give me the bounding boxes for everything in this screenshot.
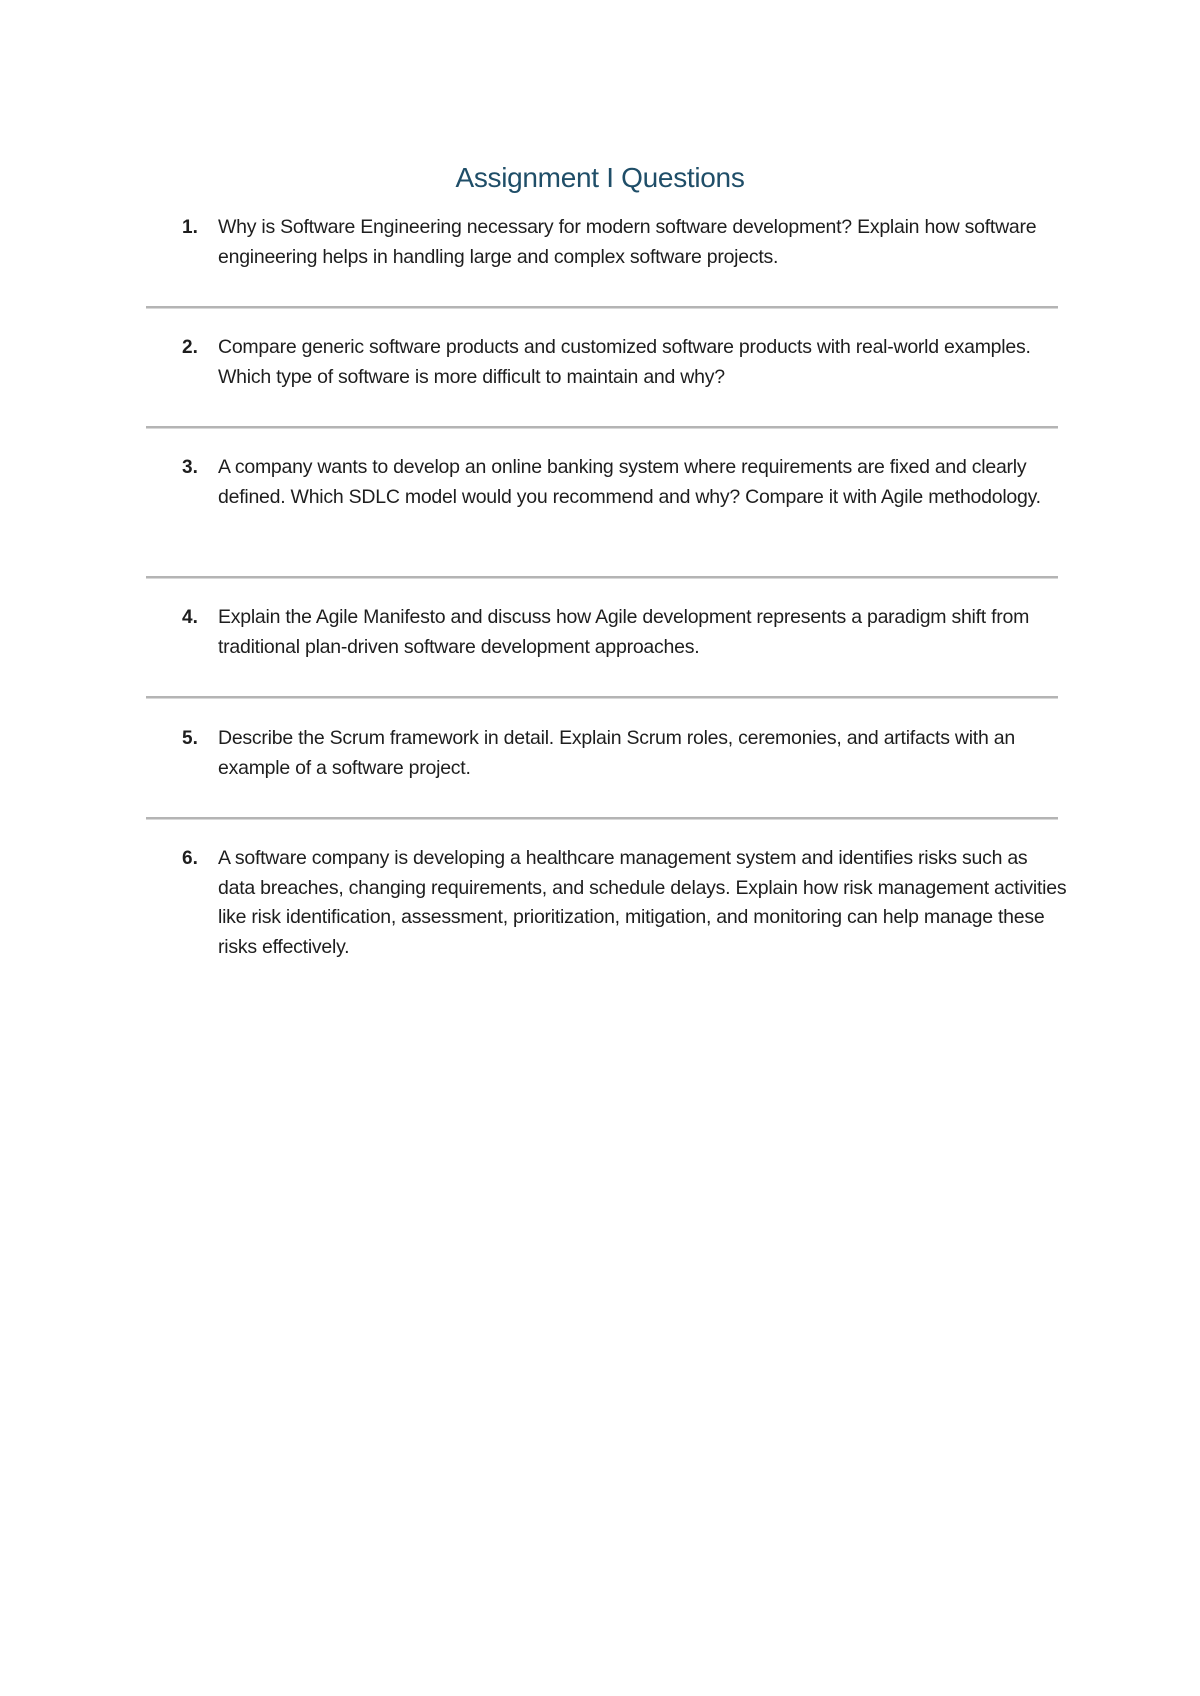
question-number: 3. — [182, 457, 198, 478]
divider-line — [146, 426, 1058, 429]
question-number: 2. — [182, 337, 198, 358]
question-text: A software company is developing a healthcare management system and identifies risks such as data breaches, changing requirements, and schedule delays. Explain how risk management activities like risk identification, assessment, prioritization, mitigation, and monitoring can help manage these risks effectively. — [218, 847, 1067, 958]
question-text: Explain the Agile Manifesto and discuss how Agile development represents a paradigm shift from traditional plan-driven software development approaches. — [218, 606, 1030, 658]
divider-line — [146, 817, 1058, 820]
divider-line — [146, 696, 1058, 699]
question-text: Compare generic software products and customized software products with real-world examples. Which type of software is more difficult to maintain and why? — [218, 336, 1031, 388]
divider-line — [146, 306, 1058, 309]
question-number: 6. — [182, 848, 198, 869]
divider-line — [146, 576, 1058, 579]
question-text: Describe the Scrum framework in detail. Explain Scrum roles, ceremonies, and artifacts with an example of a software project. — [218, 727, 1015, 779]
question-text: Why is Software Engineering necessary for modern software development? Explain how software engineering helps in handling large and complex software projects. — [218, 216, 1037, 268]
question-number: 4. — [182, 607, 198, 628]
question-number: 1. — [182, 217, 198, 238]
document-title: Assignment I Questions — [455, 162, 745, 193]
question-text: A company wants to develop an online banking system where requirements are fixed and clearly defined. Which SDLC model would you recommend and why? Compare it with Agile methodology. — [218, 456, 1041, 508]
question-number: 5. — [182, 728, 198, 749]
